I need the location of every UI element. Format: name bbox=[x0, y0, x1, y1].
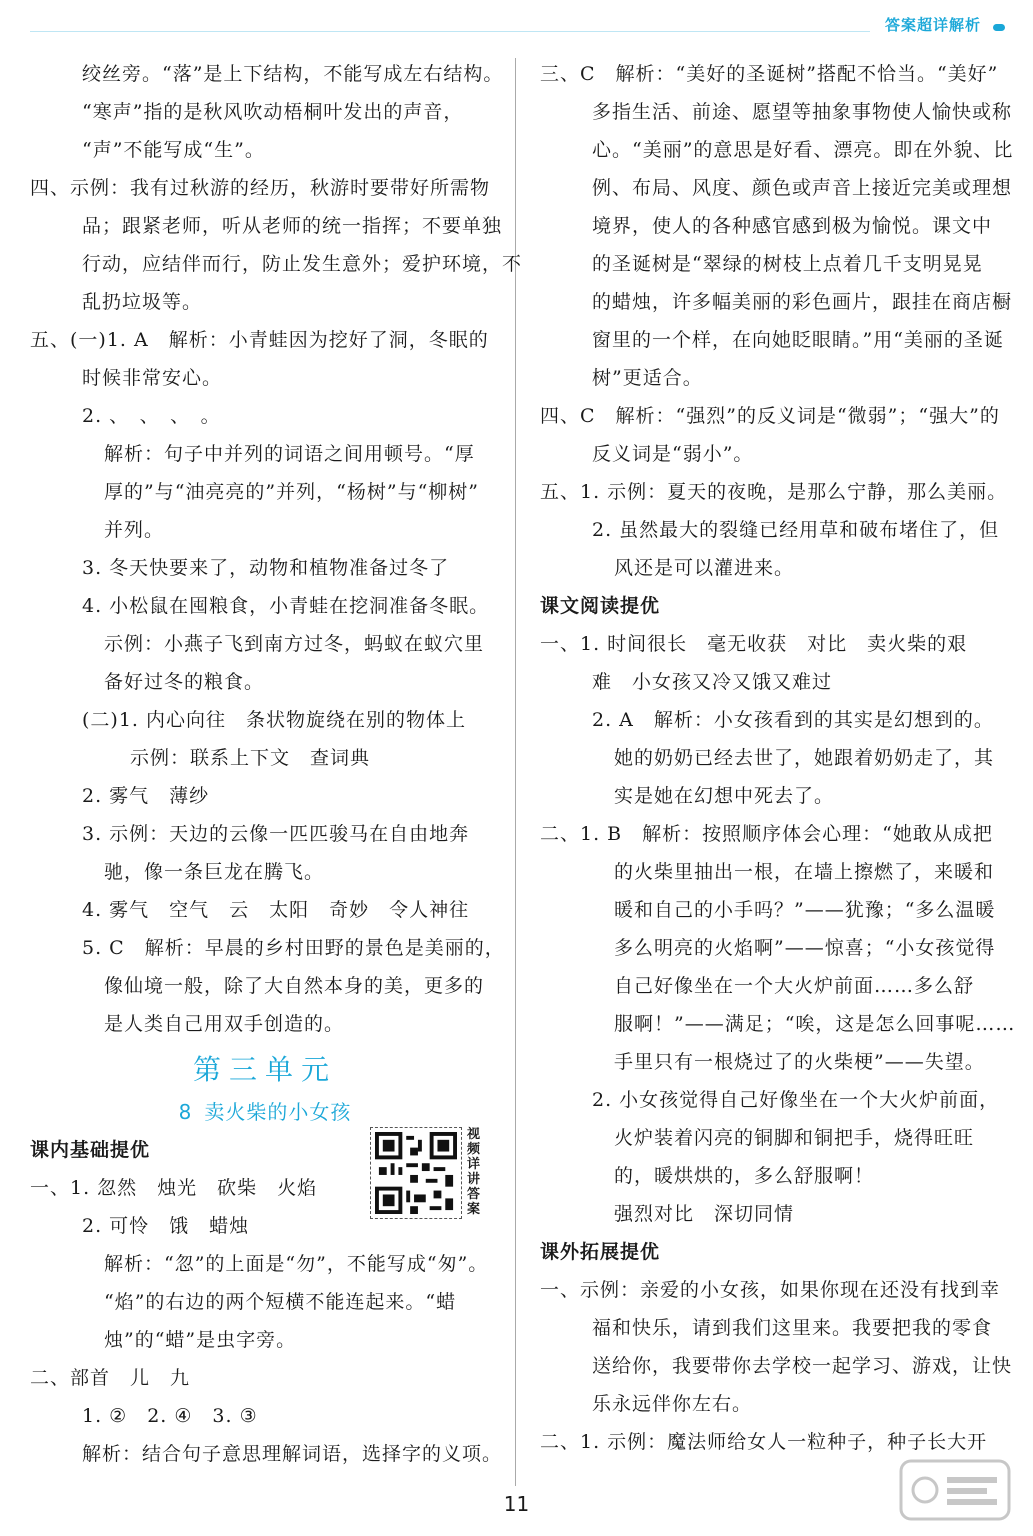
text-line: “焰”的右边的两个短横不能连起来。“蜡 bbox=[104, 1291, 457, 1313]
text-line: “寒声”指的是秋风吹动梧桐叶发出的声音， bbox=[82, 101, 464, 123]
text-line: 2. A 解析：小女孩看到的其实是幻想到的。 bbox=[592, 709, 994, 731]
text-line: 暖和自己的小手吗？”——犹豫；“多么温暖 bbox=[614, 899, 996, 921]
lesson-number: 8 bbox=[178, 1100, 193, 1124]
unit-title: 第三单元 bbox=[192, 1053, 337, 1086]
text-line: 树”更适合。 bbox=[592, 367, 703, 389]
text-line: 送给你，我要带你去学校一起学习、游戏，让快 bbox=[592, 1355, 1013, 1377]
text-line: 的火柴里抽出一根，在墙上擦燃了，来暖和 bbox=[614, 861, 995, 883]
qr-code-icon bbox=[370, 1127, 462, 1219]
text-line: 三、C 解析：“美好的圣诞树”搭配不恰当。“美好” bbox=[540, 63, 999, 85]
text-line: 一、1. 时间很长 毫无收获 对比 卖火柴的艰 bbox=[540, 633, 968, 655]
text-line: 自己好像坐在一个大火炉前面……多么舒 bbox=[614, 975, 975, 997]
lesson-name: 卖火柴的小女孩 bbox=[204, 1100, 352, 1124]
header-tag: 答案超详解析 bbox=[884, 16, 981, 34]
text-line: 品；跟紧老师，听从老师的统一指挥；不要单独 bbox=[82, 215, 503, 237]
watermark-logo-icon bbox=[895, 1455, 1015, 1525]
header-dot-icon bbox=[993, 24, 1005, 31]
text-line: 二、部首 儿 九 bbox=[30, 1367, 191, 1389]
section-heading: 课内基础提优 bbox=[30, 1139, 151, 1161]
text-line: 是人类自己用双手创造的。 bbox=[104, 1013, 345, 1035]
text-line: 福和快乐，请到我们这里来。我要把我的零食 bbox=[592, 1317, 993, 1339]
text-line: 服啊！”——满足；“唉，这是怎么回事呢…… bbox=[614, 1013, 1016, 1035]
lesson-title bbox=[30, 1093, 500, 1131]
page-number: 11 bbox=[503, 1492, 530, 1516]
text-line: 二、1. 示例：魔法师给女人一粒种子，种子长大开 bbox=[540, 1431, 988, 1453]
qr-label: 视频详讲答案 bbox=[467, 1127, 482, 1217]
text-line: 2. 雾气 薄纱 bbox=[82, 785, 210, 807]
text-line: 并列。 bbox=[104, 519, 165, 541]
text-line: 难 小女孩又冷又饿又难过 bbox=[592, 671, 833, 693]
text-line: 风还是可以灌进来。 bbox=[614, 557, 795, 579]
right-column bbox=[540, 55, 1016, 1461]
text-line: 境界，使人的各种感官感到极为愉悦。课文中 bbox=[592, 215, 993, 237]
text-line: 四、C 解析：“强烈”的反义词是“微弱”；“强大”的 bbox=[540, 405, 1000, 427]
text-line: 的圣诞树是“翠绿的树枝上点着几千支明晃晃 bbox=[592, 253, 983, 275]
qr-code[interactable] bbox=[370, 1127, 490, 1219]
text-line: 多指生活、前途、愿望等抽象事物使人愉快或称 bbox=[592, 101, 1013, 123]
text-line: 烛”的“蜡”是虫字旁。 bbox=[104, 1329, 297, 1351]
section-heading: 课文阅读提优 bbox=[540, 595, 661, 617]
text-line: 乱扔垃圾等。 bbox=[82, 291, 203, 313]
text-line: 她的奶奶已经去世了，她跟着奶奶走了，其 bbox=[614, 747, 995, 769]
text-line: 备好过冬的粮食。 bbox=[104, 671, 265, 693]
text-line: 解析：结合句子意思理解词语，选择字的义项。 bbox=[82, 1443, 503, 1465]
text-line: 4. 雾气 空气 云 太阳 奇妙 令人神往 bbox=[82, 899, 470, 921]
left-column bbox=[30, 55, 523, 1473]
section-heading: 课外拓展提优 bbox=[540, 1241, 661, 1263]
text-line: 五、(一)1. A 解析：小青蛙因为挖好了洞，冬眠的 bbox=[30, 329, 489, 351]
text-line: 2. 小女孩觉得自己好像坐在一个大火炉前面， bbox=[592, 1089, 1000, 1111]
text-line: 二、1. B 解析：按照顺序体会心理：“她敢从成把 bbox=[540, 823, 993, 845]
text-line: 一、示例：亲爱的小女孩，如果你现在还没有找到幸 bbox=[540, 1279, 1001, 1301]
page-header bbox=[0, 0, 1033, 40]
text-line: 窗里的一个样，在向她眨眼睛。”用“美丽的圣诞 bbox=[592, 329, 1004, 351]
text-line: 3. 冬天快要来了，动物和植物准备过冬了 bbox=[82, 557, 450, 579]
text-line: 行动，应结伴而行，防止发生意外；爱护环境，不 bbox=[82, 253, 523, 275]
text-line: 1. ② 2. ④ 3. ③ bbox=[82, 1405, 258, 1427]
text-line: 2. 、 、 、 。 bbox=[82, 405, 221, 427]
text-line: 绞丝旁。“落”是上下结构，不能写成左右结构。 bbox=[82, 63, 504, 85]
text-line: 时候非常安心。 bbox=[82, 367, 223, 389]
text-line: 像仙境一般，除了大自然本身的美，更多的 bbox=[104, 975, 485, 997]
text-line: 4. 小松鼠在囤粮食，小青蛙在挖洞准备冬眠。 bbox=[82, 595, 490, 617]
text-line: 心。“美丽”的意思是好看、漂亮。即在外貌、比 bbox=[592, 139, 1014, 161]
text-line: 厚的”与“油亮亮的”并列，“杨树”与“柳树” bbox=[104, 481, 479, 503]
text-line: 的，暖烘烘的，多么舒服啊！ bbox=[614, 1165, 875, 1187]
text-line: 强烈对比 深切同情 bbox=[614, 1203, 795, 1225]
text-line: 2. 可怜 饿 蜡烛 bbox=[82, 1215, 250, 1237]
text-line: 多么明亮的火焰啊”——惊喜；“小女孩觉得 bbox=[614, 937, 996, 959]
text-line: 反义词是“弱小”。 bbox=[592, 443, 754, 465]
text-line: 的蜡烛，许多幅美丽的彩色画片，跟挂在商店橱 bbox=[592, 291, 1013, 313]
text-line: (二)1. 内心向往 条状物旋绕在别的物体上 bbox=[82, 709, 466, 731]
text-line: 3. 示例：天边的云像一匹匹骏马在自由地奔 bbox=[82, 823, 470, 845]
text-line: 示例：联系上下文 查词典 bbox=[130, 747, 371, 769]
text-line: 五、1. 示例：夏天的夜晚，是那么宁静，那么美丽。 bbox=[540, 481, 1008, 503]
text-line: 乐永远伴你左右。 bbox=[592, 1393, 753, 1415]
text-line: 解析：“忽”的上面是“勿”，不能写成“匆”。 bbox=[104, 1253, 489, 1275]
text-line: 实是她在幻想中死去了。 bbox=[614, 785, 835, 807]
text-line: 一、1. 忽然 烛光 砍柴 火焰 bbox=[30, 1177, 318, 1199]
text-line: 2. 虽然最大的裂缝已经用草和破布堵住了，但 bbox=[592, 519, 1000, 541]
text-line: 四、示例：我有过秋游的经历，秋游时要带好所需物 bbox=[30, 177, 491, 199]
text-line: 解析：句子中并列的词语之间用顿号。“厚 bbox=[104, 443, 475, 465]
text-line: 例、布局、风度、颜色或声音上接近完美或理想 bbox=[592, 177, 1013, 199]
text-line: 火炉装着闪亮的铜脚和铜把手，烧得旺旺 bbox=[614, 1127, 975, 1149]
text-line: 驰，像一条巨龙在腾飞。 bbox=[104, 861, 325, 883]
text-line: 5. C 解析：早晨的乡村田野的景色是美丽的， bbox=[82, 937, 505, 959]
text-line: 示例：小燕子飞到南方过冬，蚂蚁在蚁穴里 bbox=[104, 633, 485, 655]
text-line: 手里只有一根烧过了的火柴梗”——失望。 bbox=[614, 1051, 985, 1073]
text-line: “声”不能写成“生”。 bbox=[82, 139, 265, 161]
header-rule bbox=[30, 31, 870, 32]
